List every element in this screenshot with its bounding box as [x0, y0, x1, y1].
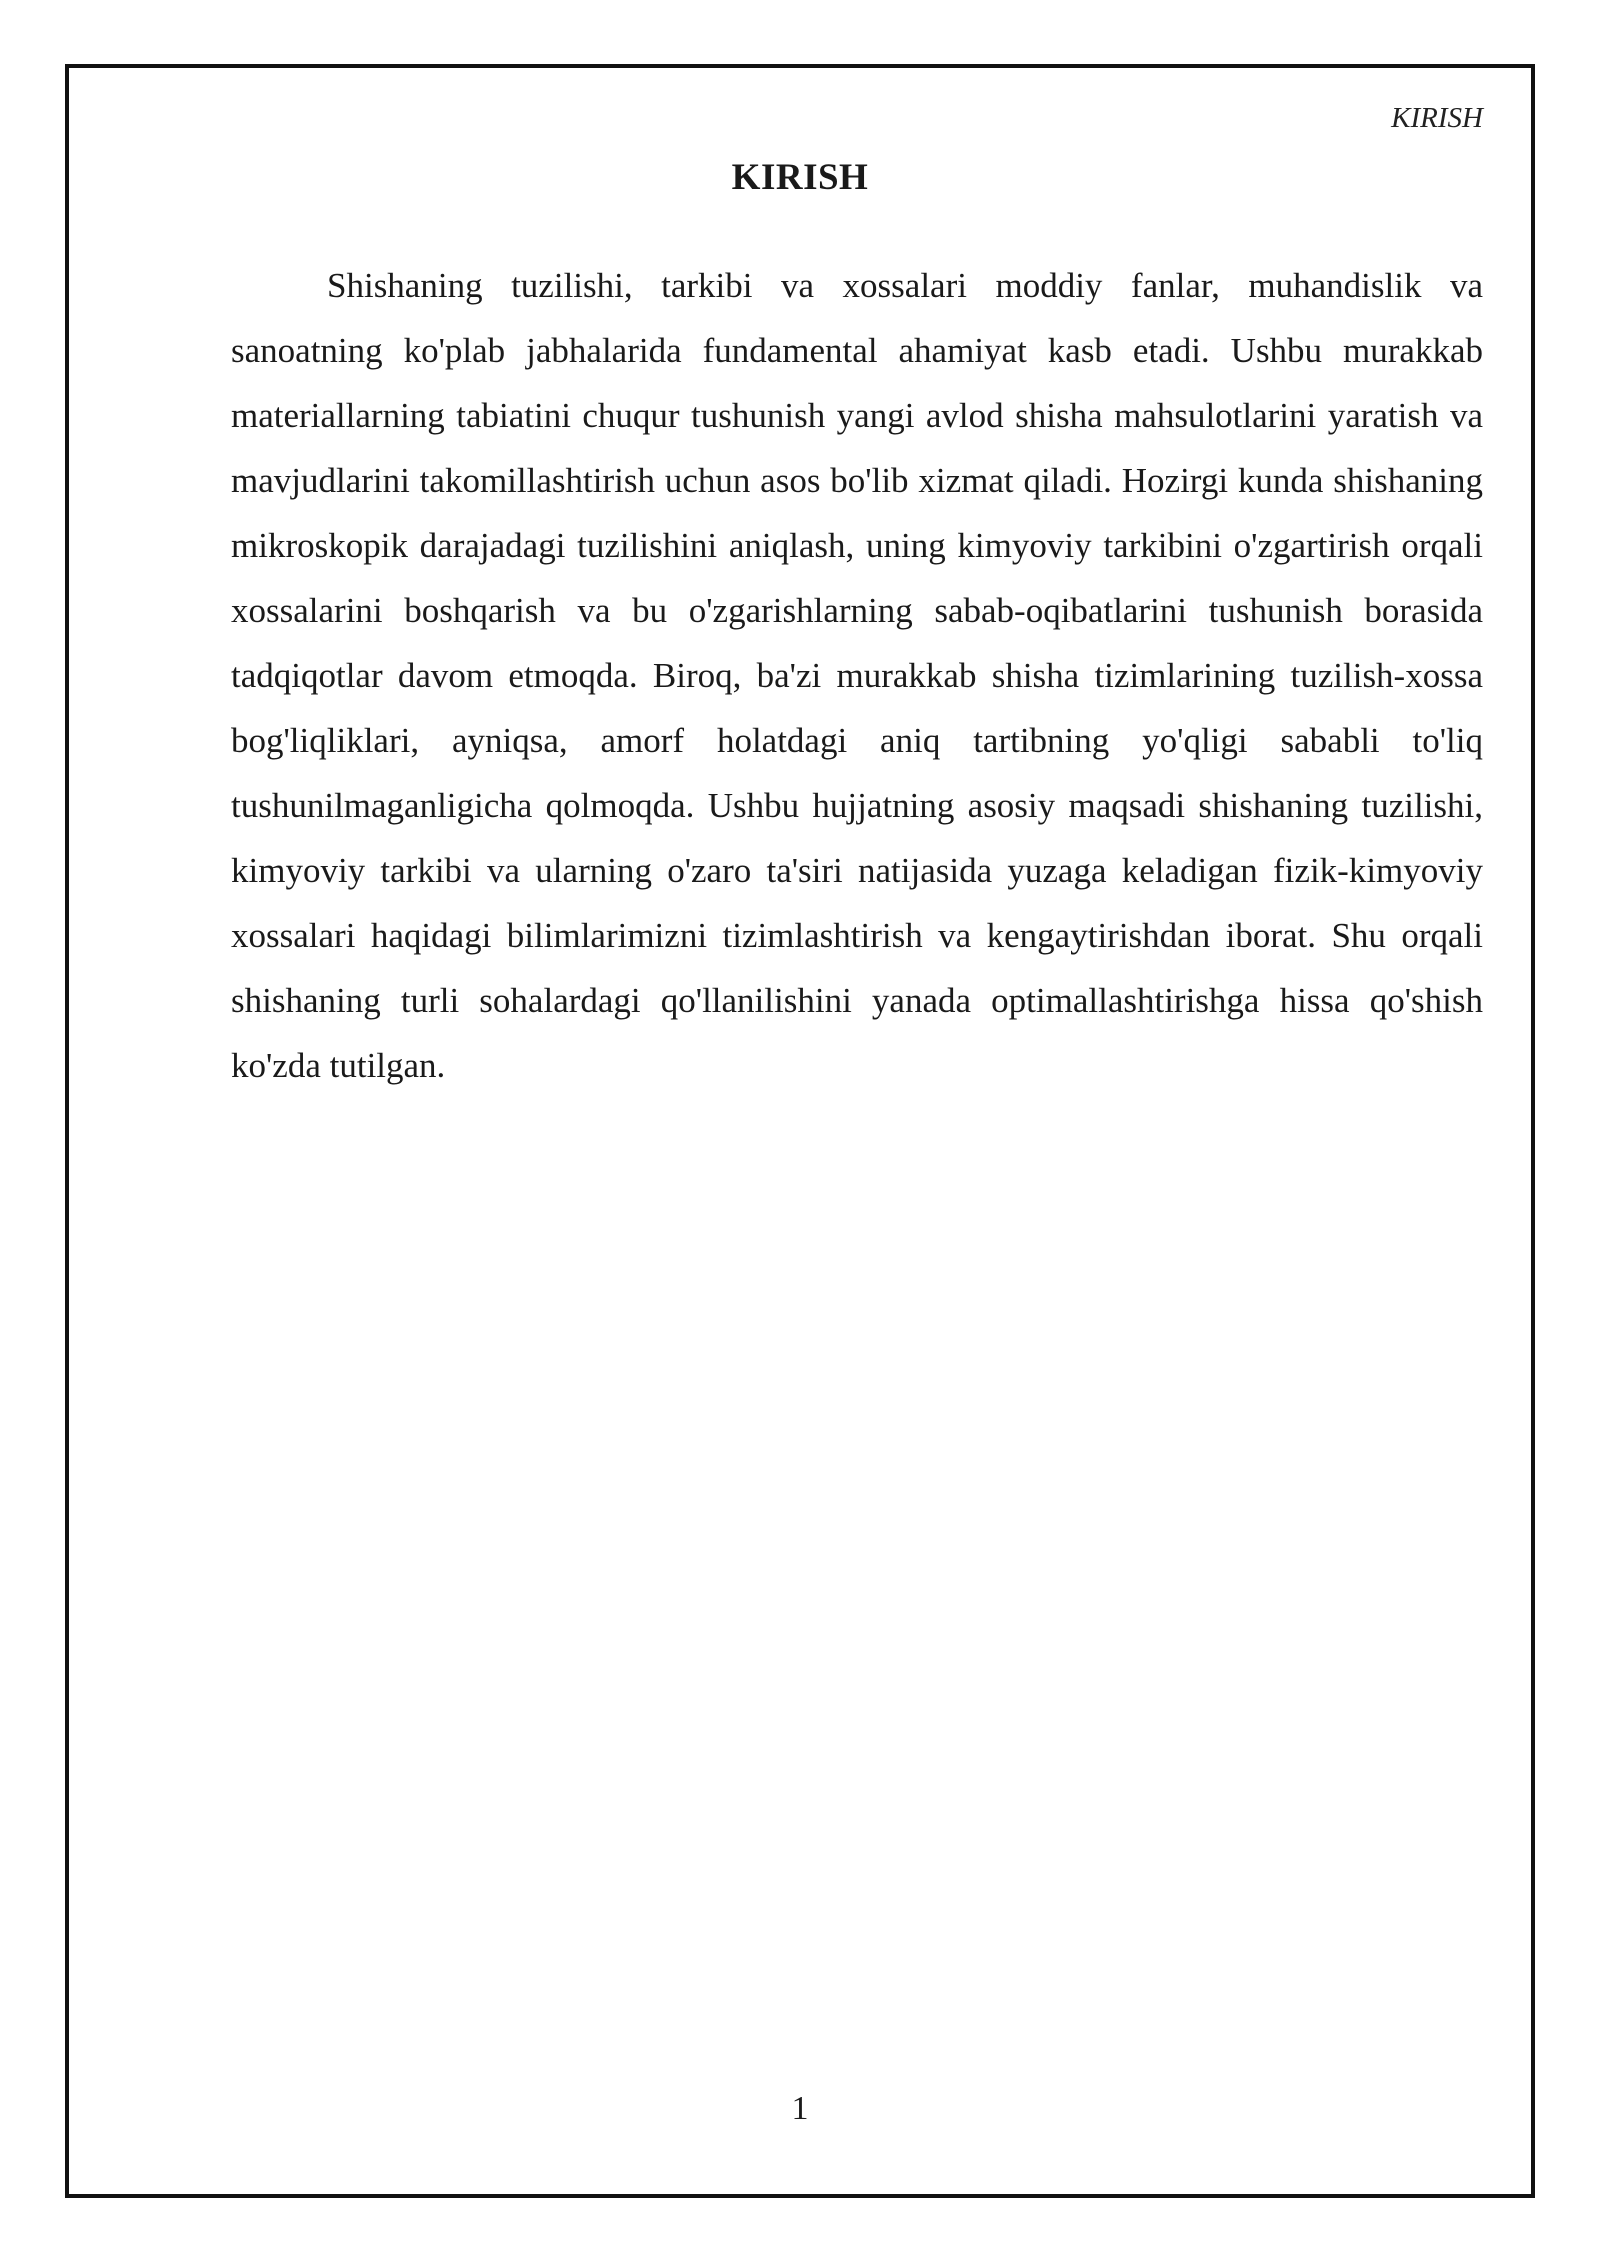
page-number: 1 [791, 2090, 809, 2127]
page-frame [65, 64, 1535, 2198]
running-header: KIRISH [1391, 102, 1483, 134]
page-title: KIRISH [731, 157, 869, 198]
body-paragraph: Shishaning tuzilishi, tarkibi va xossalari moddiy fanlar, muhandislik va sanoatning ko'plab jabhalarida fundamental ahamiyat kasb etadi. Ushbu murakkab materiallarning tabiatini chuqur tushunish yangi avlod shisha mahsulotlarini yaratish va mavjudlarini takomillashtirish uchun asos bo'lib xizmat qiladi. Hozirgi kunda shishaning mikroskopik darajadagi tuzilishini aniqlash, uning kimyoviy tarkibini o'zgartirish orqali xossalarini boshqarish va bu o'zgarishlarning sabab-oqibatlarini tushunish borasida tadqiqotlar davom etmoqda. Biroq, ba'zi murakkab shisha tizimlarining tuzilish-xossa bog'liqliklari, ayniqsa, amorf holatdagi aniq tartibning yo'qligi sababli to'liq tushunilmaganligicha qolmoqda. Ushbu hujjatning asosiy maqsadi shishaning tuzilishi, kimyoviy tarkibi va ularning o'zaro ta'siri natijasida yuzaga keladigan fizik-kimyoviy xossalari haqidagi bilimlarimizni tizimlashtirish va kengaytirishdan iborat. Shu orqali shishaning turli sohalardagi qo'llanilishini yanada optimallashtirishga hissa qo'shish ko'zda tutilgan. [231, 266, 1483, 1085]
